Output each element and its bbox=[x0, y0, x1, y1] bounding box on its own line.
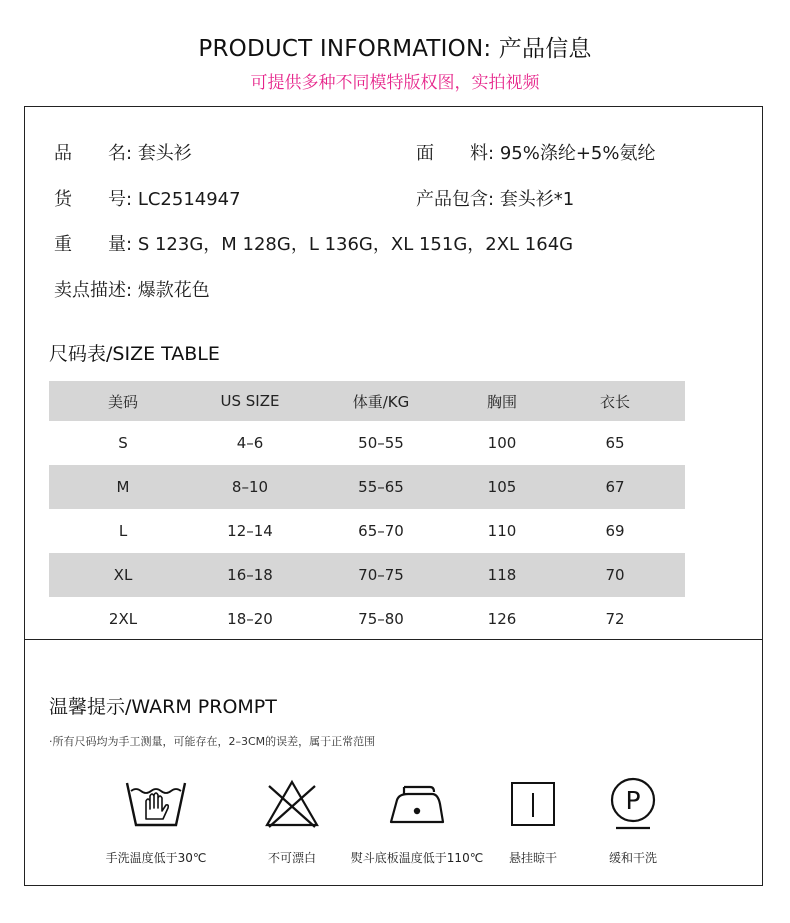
info-sku-label: 货 号: bbox=[54, 189, 133, 210]
table-cell: 16–18 bbox=[197, 553, 303, 597]
table-row bbox=[49, 421, 685, 465]
svg-text:P: P bbox=[625, 786, 641, 815]
hang-dry-icon bbox=[509, 780, 557, 828]
table-cell: 110 bbox=[487, 522, 517, 540]
care-item-dry-clean bbox=[585, 775, 681, 866]
table-cell: 65 bbox=[605, 434, 625, 452]
dry-clean-p-icon bbox=[608, 776, 658, 832]
info-includes-row bbox=[416, 185, 574, 211]
info-material-row bbox=[416, 139, 655, 165]
info-weight-row bbox=[54, 230, 573, 256]
no-bleach-icon bbox=[263, 778, 321, 830]
table-cell: 67 bbox=[545, 465, 685, 509]
info-material-label: 面 料: bbox=[416, 143, 495, 164]
info-name-row bbox=[54, 139, 192, 165]
size-table-title: 尺码表/SIZE TABLE bbox=[49, 343, 220, 365]
page-title: PRODUCT INFORMATION: 产品信息 bbox=[198, 36, 592, 62]
info-includes-label: 产品包含: bbox=[416, 189, 495, 210]
table-cell: 18–20 bbox=[227, 610, 273, 628]
care-label: 缓和干洗 bbox=[608, 851, 657, 865]
table-cell: M bbox=[49, 465, 197, 509]
hand-wash-icon bbox=[125, 779, 187, 829]
table-row bbox=[49, 553, 685, 597]
care-label: 熨斗底板温度低于110℃ bbox=[350, 851, 484, 865]
care-item-iron bbox=[343, 775, 491, 866]
table-cell: 126 bbox=[487, 610, 517, 628]
table-cell: 12–14 bbox=[227, 522, 273, 540]
table-cell: L bbox=[118, 522, 128, 540]
size-table-header-row bbox=[49, 381, 685, 421]
table-cell: 70 bbox=[545, 553, 685, 597]
info-includes-value: 套头衫*1 bbox=[499, 189, 575, 210]
table-cell: 8–10 bbox=[197, 465, 303, 509]
care-label: 不可漂白 bbox=[267, 851, 316, 865]
table-row bbox=[49, 597, 685, 641]
size-table-header-cell: 胸围 bbox=[459, 381, 545, 421]
table-cell: 100 bbox=[487, 434, 517, 452]
table-cell: 72 bbox=[605, 610, 625, 628]
table-row bbox=[49, 509, 685, 553]
table-cell: S bbox=[118, 434, 128, 452]
table-cell: 70–75 bbox=[303, 553, 459, 597]
warm-prompt-title: 温馨提示/WARM PROMPT bbox=[49, 696, 277, 718]
care-item-hand-wash bbox=[91, 775, 221, 866]
product-info-frame bbox=[24, 106, 763, 886]
care-label: 手洗温度低于30℃ bbox=[105, 851, 207, 865]
page-subtitle: 可提供多种不同模特版权图，实拍视频 bbox=[250, 73, 540, 93]
info-weight-value: S 123G，M 128G，L 136G，XL 151G，2XL 164G bbox=[137, 234, 574, 255]
info-selling-value: 爆款花色 bbox=[137, 280, 210, 301]
info-selling-label: 卖点描述: bbox=[54, 280, 133, 301]
table-cell: 2XL bbox=[108, 610, 138, 628]
table-cell: 55–65 bbox=[303, 465, 459, 509]
table-cell: 4–6 bbox=[236, 434, 264, 452]
table-cell: 75–80 bbox=[358, 610, 404, 628]
warm-prompt-note: ·所有尺码均为手工测量，可能存在，2–3CM的误差，属于正常范围 bbox=[49, 735, 376, 748]
info-weight-label: 重 量: bbox=[54, 234, 133, 255]
info-selling-row bbox=[54, 276, 210, 302]
table-cell: 50–55 bbox=[358, 434, 404, 452]
table-cell: 65–70 bbox=[358, 522, 404, 540]
table-cell: 118 bbox=[459, 553, 545, 597]
info-sku-value: LC2514947 bbox=[137, 189, 241, 210]
size-table-header-cell: 体重/KG bbox=[303, 381, 459, 421]
iron-low-icon bbox=[388, 780, 446, 828]
care-label: 悬挂晾干 bbox=[508, 851, 557, 865]
size-table-header-cell: US SIZE bbox=[197, 381, 303, 421]
table-cell: XL bbox=[49, 553, 197, 597]
section-divider bbox=[25, 639, 762, 640]
size-table-header-cell: 美码 bbox=[49, 381, 197, 421]
info-name-label: 品 名: bbox=[54, 143, 133, 164]
info-name-value: 套头衫 bbox=[137, 143, 192, 164]
info-sku-row bbox=[54, 185, 241, 211]
table-cell: 105 bbox=[459, 465, 545, 509]
care-item-hang-dry bbox=[485, 775, 581, 866]
care-item-no-bleach bbox=[237, 775, 347, 866]
info-material-value: 95%涤纶+5%氨纶 bbox=[499, 143, 656, 164]
table-cell: 69 bbox=[605, 522, 625, 540]
table-row bbox=[49, 465, 685, 509]
size-table bbox=[49, 381, 685, 641]
size-table-header-cell: 衣长 bbox=[545, 381, 685, 421]
